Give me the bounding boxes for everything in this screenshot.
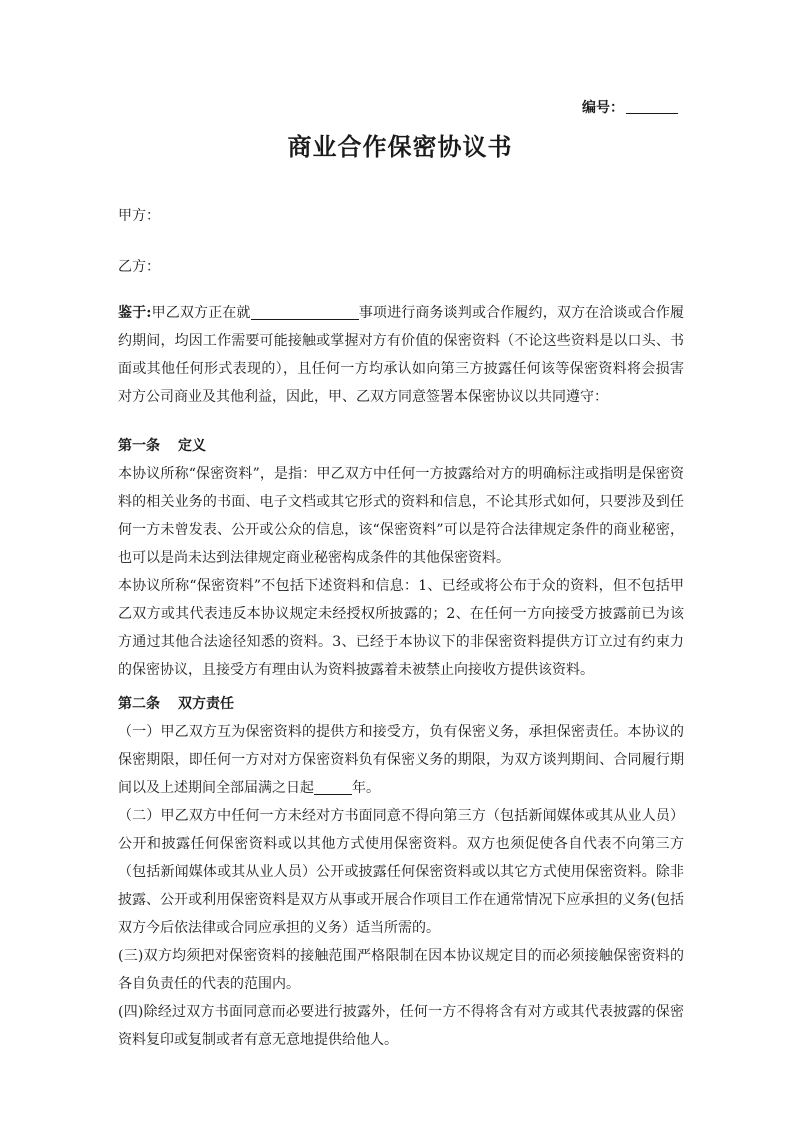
subject-blank	[251, 305, 359, 320]
article-1-number: 第一条	[118, 438, 160, 454]
recital-lead: 鉴于:	[118, 305, 152, 321]
recital-text-before-blank: 甲乙双方正在就	[151, 305, 251, 321]
recital-text-after-blank: 事项进行商务谈判或合作履约，双方在洽谈或合作履约期间，均因工作需要可能接触或掌握对方有价值的保密资料（不论这些资料是以口头、书面或其他任何形式表现的），且任何一方均承认如向第三方披露任何该等保密资料将会损害对方公司商业及其他利益，因此，甲、乙双方同意签署本保密协议以共同遵守：	[118, 305, 685, 405]
document-number-label: 编号：	[582, 100, 624, 116]
recital-paragraph	[118, 299, 684, 411]
article-2-clause-3: (三)双方均须把对保密资料的接触范围严格限制在因本协议规定目的而必须接触保密资料的各自负责任的代表的范围内。	[118, 948, 684, 992]
recital-section	[118, 299, 684, 411]
article-2-clause-1	[118, 718, 684, 802]
clause-1-text-before-blank: （一）甲乙双方互为保密资料的提供方和接受方，负有保密义务，承担保密责任。本协议的保密期限，即任何一方对对方保密资料负有保密义务的期限，为双方谈判期间、合同履行期间以及上述期间全部届满之日起	[118, 724, 684, 796]
article-1-heading	[118, 432, 684, 460]
years-blank	[314, 780, 352, 795]
article-2-clause-2: （二）甲乙双方中任何一方未经对方书面同意不得向第三方（包括新闻媒体或其从业人员）公开和披露任何保密资料或以其他方式使用保密资料。双方也须促使各自代表不向第三方（包括新闻媒体或其从业人员）公开或披露任何保密资料或以其它方式使用保密资料。除非披露、公开或利用保密资料是双方从事或开展合作项目工作在通常情况下应承担的义务(包括双方今后依法律或合同应承担的义务）适当所需的。	[118, 808, 684, 936]
clause-1-text-after-blank: 年。	[352, 780, 380, 796]
document-number-blank	[626, 99, 678, 114]
article-1-paragraph: 本协议所称“保密资料”不包括下述资料和信息：1、已经或将公布于众的资料，但不包括甲乙双方或其代表违反本协议规定未经授权所披露的；2、在任何一方向接受方披露前已为该方通过其他合法途径知悉的资料。3、已经于本协议下的非保密资料提供方订立过有约束力的保密协议，且接受方有理由认为资料披露着未被禁止向接收方提供该资料。	[118, 578, 684, 678]
party-b-label: 乙方：	[118, 259, 160, 275]
article-1-section	[118, 432, 684, 684]
article-2-title: 双方责任	[178, 696, 234, 712]
party-a-label: 甲方：	[118, 208, 160, 224]
article-2-number: 第二条	[118, 696, 160, 712]
article-1-title: 定义	[178, 438, 206, 454]
document-title: 商业合作保密协议书	[287, 133, 513, 161]
document-number	[582, 97, 678, 117]
article-2-section	[118, 690, 684, 1054]
article-2-clause-4: (四)除经过双方书面同意而必要进行披露外，任何一方不得将含有对方或其代表披露的保密资料复印或复制或者有意无意地提供给他人。	[118, 1004, 684, 1048]
article-1-paragraph: 本协议所称“保密资料”，是指：甲乙双方中任何一方披露给对方的明确标注或指明是保密资料的相关业务的书面、电子文档或其它形式的资料和信息，不论其形式如何，只要涉及到任何一方未曾发表、公开或公众的信息，该“保密资料”可以是符合法律规定条件的商业秘密，也可以是尚未达到法律规定商业秘密构成条件的其他保密资料。	[118, 466, 684, 566]
article-2-heading	[118, 690, 684, 718]
